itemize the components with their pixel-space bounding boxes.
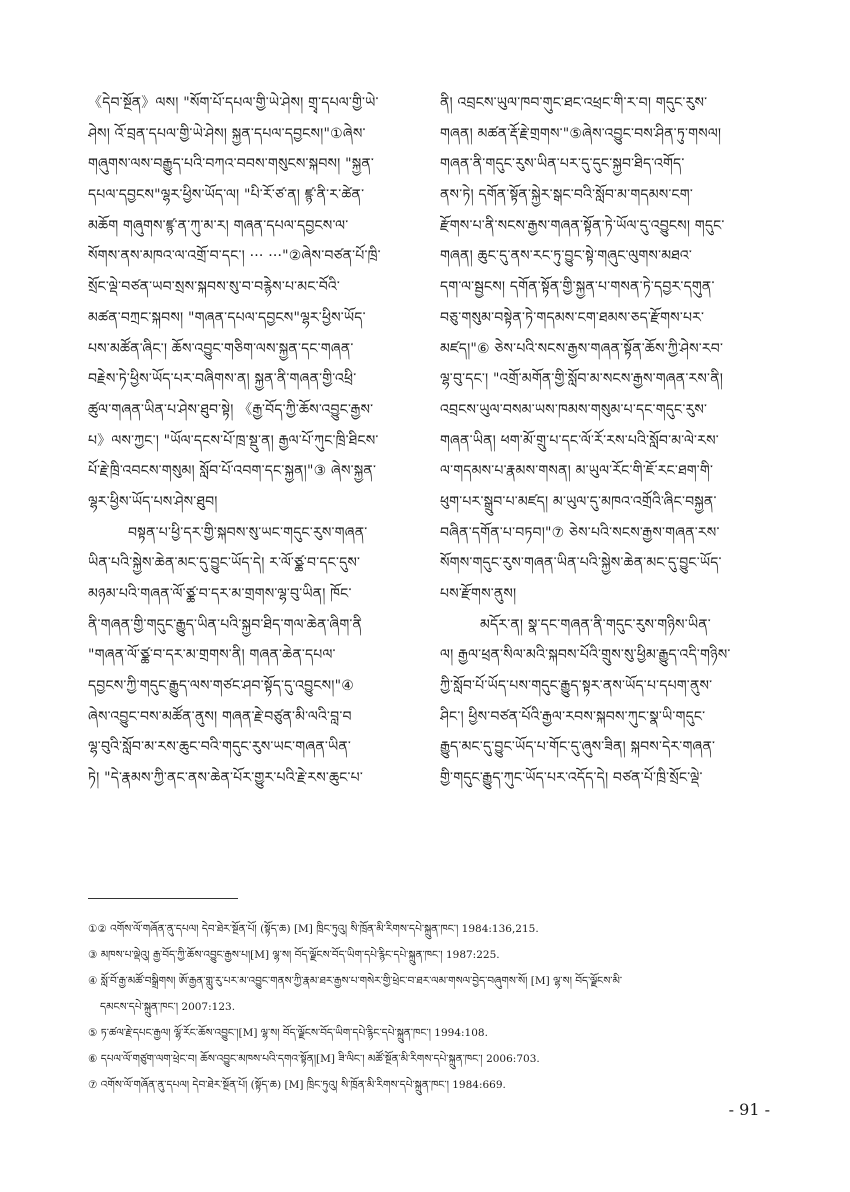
text-line: སོགས་ནས་མཁའ་ལ་འགྲོ་བ་དང་། ··· ···"②ཞེས་བཙན་པོ་ཁྲི་ <box>88 248 381 265</box>
text-line: ཏེ། "དེ་རྣམས་ཀྱི་ནང་ནས་ཆེན་པོར་གྱུར་པའི་རྗེ་རས་ཆུང་པ་ <box>88 770 363 787</box>
text-line: དབྱངས་ཀྱི་གདུང་རྒྱུད་ལས་གཙང་ཤབ་སྟོད་དུ་འབྱུངས།"④ <box>88 678 354 695</box>
text-line: གཞན། མཚན་རྡོ་རྗེ་གྲགས་"⑤ཞེས་འབྱུང་བས་ཤིན་ཏུ་གསལ། <box>440 125 722 142</box>
text-line: དག་ལ་སྦྱངས། དགོན་སྟོན་གྱི་སྐྱན་པ་གསན་ཏེ་དབྱར་དགུན་ <box>440 279 715 296</box>
text-line: ཕུག་པར་སྒྲུབ་པ་མཛད། མ་ཡུལ་དུ་མཁའ་འགྲོའི་ཞིང་བསྐྱན་ <box>440 493 717 510</box>
text-line: ལྷར་ཕྱིས་ཡོད་པས་ཤེས་ཐུབ། <box>88 493 218 510</box>
text-line: ལྷ་བུའི་སློབ་མ་རས་ཆུང་བའི་གདུང་རུས་ཡང་གཞན་ཡིན་ <box>88 739 352 756</box>
text-line: ཚུལ་གཞན་ཡིན་པ་ཤེས་ཐུབ་སྟེ། 《རྒྱ་བོད་ཀྱི་ཆོས་འབྱུང་རྒྱས་ <box>88 401 374 418</box>
text-line: ལ། རྒྱལ་ཕྲན་སིལ་མའི་སྐབས་པོའི་གྲུས་སུ་ཕྱིམ་རྒྱུད་འདི་གཉིས་ <box>440 647 731 664</box>
footnote-divider <box>88 898 238 899</box>
text-line: གཞུགས་ལས་བརྒྱུད་པའི་བཀའ་བབས་གསུངས་སྐབས། "སྐྱན་ <box>88 156 375 173</box>
text-line: མཆོག གཞུགས་ཛྙ་ན་ཀུ་མ་ར། གཞན་དཔལ་དབྱངས་ལ་ <box>88 217 349 234</box>
text-line: བཅུ་གསུམ་བསྟེན་ཏེ་གདམས་ངག་ཐམས་ཅད་རྫོགས་པར་ <box>440 309 705 326</box>
left-column <box>88 88 418 794</box>
page-number: - 91 - <box>728 1100 770 1119</box>
text-line: པོ་རྗེ་ཁྲི་འབངས་གསུམ། སློབ་པོ་འབག་དང་སྐྱན།"③ ཞེས་སྐྱན་ <box>88 463 377 480</box>
text-line: པས་རྫོགས་ནུས། <box>440 586 517 602</box>
text-line: 《དེབ་སྔོན》ལས། "སོག་པོ་དཔལ་གྱི་ཡེ་ཤེས། གྲྭ་དཔལ་གྱི་ཡེ་ <box>88 95 379 111</box>
text-line: ཀྱི་སློབ་པོ་ཡོད་པས་གདུང་རྒྱུད་སྟར་ནས་ཡོད་པ་དཔག་ནུས་ <box>440 678 713 695</box>
text-line: མཛད།"⑥ ཅེས་པའི་སངས་རྒྱས་གཞན་སྟོན་ཆོས་ཀྱི་ཤེས་རབ་ <box>440 340 724 357</box>
text-line: "གཞན་ལོ་ཙྪ་བ་དར་མ་གྲགས་ནི། གཞན་ཆེན་དཔལ་ <box>88 647 336 664</box>
text-line: ནི། འབྲངས་ཡུལ་ཁབ་གུང་ཐང་འཕྲང་གི་ར་བ། གདུང་རུས་ <box>440 95 708 111</box>
text-line: མཉམ་པའི་གཞན་ལོ་ཙྪ་བ་དར་མ་གྲགས་ལྷ་བུ་ཡིན། ཁོང་ <box>88 586 352 602</box>
footnote: ③ མཁས་པ་ལྡེའུ། རྒྱ་བོད་ཀྱི་ཆོས་འབྱུང་རྒྱས་པ།[M] ལྷ་ས། བོད་ལྗོངས་བོད་ཡིག་དཔེ་རྙིང་དཔེ་སྐྲུན་ཁང་། 1987:225. <box>88 949 500 961</box>
text-line: བཞིན་དགོན་པ་བཏབ།"⑦ ཅེས་པའི་སངས་རྒྱས་གཞན་རས་ <box>440 524 720 541</box>
text-line: པ》ལས་ཀྱང་། "ཡོལ་དངས་པོ་ཁྲ་སྡུ་ན། རྒྱལ་པོ་ཀུང་ཁྲི་ཐིངས་ <box>88 432 379 449</box>
text-line: བསྟན་པ་ཕྱི་དར་གྱི་སྐབས་སུ་ཡང་གདུང་རུས་གཞན་ <box>128 524 368 541</box>
text-line: མདོར་ན། སྣ་དང་གཞན་ནི་གདུང་རུས་གཉིས་ཡིན་ <box>480 616 711 633</box>
text-line: དཔལ་དབྱངས"ལྷར་ཕྱིས་ཡོད་ལ། "པི་རོ་ཙ་ན། ཛྙ་ནི་ར་ཚེན་ <box>88 187 365 204</box>
text-line: ལ་གདམས་པ་རྣམས་གསན། མ་ཡུལ་རོང་གི་ཇོ་རང་ཐག་གི་ <box>440 463 714 480</box>
text-line: བརྗེས་ཏེ་ཕྱིས་ཡོད་པར་བཞིགས་ན། སྐྱན་ནི་གཞན་གྱི་འཕྲི་ <box>88 371 357 388</box>
text-line: ནས་ཏེ། དགོན་སྟོན་སྐྱེར་སྒང་བའི་སློབ་མ་གདམས་ངག་ <box>440 187 694 204</box>
text-line: སྲོང་ལྡེ་བཙན་ཡབ་སྲས་སྐབས་སུ་བ་བརྙེས་པ་མང་བོའི་ <box>88 279 341 296</box>
text-line: གྱི་གདུང་རྒྱུད་ཀུང་ཡོད་པར་འདོད་དེ། བཙན་པོ་ཁྲི་སྲོང་ལྡེ་ <box>440 770 703 787</box>
text-line: གཞན་ནི་གདུང་རུས་ཡིན་པར་དུ་དུང་སྐྱབ་ཐིད་འགོད་ <box>440 156 685 173</box>
text-line: གཞན་ཡིན། ཕག་མོ་གྲུ་པ་དང་ལོ་རོ་རས་པའི་སློབ་མ་ལེ་རས་ <box>440 432 719 449</box>
footnote: དམངས་དཔེ་སྐྲུན་ཁང་། 2007:123. <box>100 1001 236 1013</box>
text-line: འབྲངས་ཡུལ་བསམ་ཡས་ཁམས་གསུམ་པ་དང་གདུང་རུས་ <box>440 401 708 418</box>
text-line: ཤེས། འོ་བྲན་དཔལ་གྱི་ཡེ་ཤེས། སྐྱན་དཔལ་དབྱངས།"①ཞེས་ <box>88 125 366 142</box>
text-line: རྒྱུད་མང་དུ་བྱུང་ཡོད་པ་གོང་དུ་ཞུས་ཟིན། སྐབས་དེར་གཞན་ <box>440 739 716 756</box>
text-line: ཞེས་འབྱུང་བས་མཚོན་ནུས། གཞན་རྗེ་བཙུན་མི་ལའི་བླ་བ <box>88 708 352 725</box>
text-line: ནི་གཞན་གྱི་གདུང་རྒྱུད་ཡིན་པའི་སྐྱབ་ཐིད་གལ་ཆེན་ཞིག་ནི <box>88 616 363 633</box>
text-line: པས་མཚོན་ཞིང་། ཆོས་འབྱུང་གཅིག་ལས་སྐྱན་དང་གཞན་ <box>88 340 354 357</box>
footnote: ⑦ འགོས་ལོ་གཞོན་ནུ་དཔལ། དེབ་ཐེར་སྔོན་པོ། (སྟོད་ཆ) [M] ཁྲིང་ཏུའུ། སི་ཁྲོན་མི་རིགས་དཔེ་སྐྲུན་ཁང་། 1984:669. <box>88 1079 506 1091</box>
footnote: ⑥ དཔལ་ལོ་གཙུག་ལག་ཕྲེང་བ། ཆོས་འབྱུང་མཁས་པའི་དགའ་སྟོན།[M] ཟི་ལིང་། མཚོ་སྔོན་མི་རིགས་དཔེ་སྐྲུན་ཁང་། 2006:703. <box>88 1053 540 1065</box>
text-line: རྫོགས་པ་ནི་སངས་རྒྱས་གཞན་སྟོན་ཏེ་ཡོལ་དུ་འབྱུངས། གདུང་ <box>440 217 725 234</box>
text-line: མཚན་བཀྲང་སྐབས། "གཞན་དཔལ་དབྱངས"ལྷར་ཕྱིས་ཡོད་ <box>88 309 366 326</box>
right-column <box>440 88 770 794</box>
text-line: སོགས་གདུང་རུས་གཞན་ཡིན་པའི་སྐྱེས་ཆེན་མང་དུ་བྱུང་ཡོད་ <box>440 555 722 572</box>
text-line: ཤིང་། ཕྱིས་བཙན་པོའི་རྒྱལ་རབས་སྐབས་ཀུང་སྣ་ཡི་གདུང་ <box>440 708 706 725</box>
text-line: ལྷ་བུ་དང་། "འགྲོ་མགོན་གྱི་སློབ་མ་སངས་རྒྱས་གཞན་རས་ནི། <box>440 371 724 388</box>
text-line: གཞན། ཆུང་དུ་ནས་རང་ཏུ་བྱུང་སྟེ་གཞུང་ལུགས་མཐའ་ <box>440 248 693 265</box>
footnotes <box>88 916 778 1098</box>
text-line: ཡིན་པའི་སྐྱེས་ཆེན་མང་དུ་བྱུང་ཡོད་དེ། ར་ལོ་ཙྪ་བ་དང་དུས་ <box>88 555 361 572</box>
footnote: ⑤ ཏ་ཚལ་རྗེ་དཔང་རྒྱལ། ལྷོ་རོང་ཆོས་འབྱུང་།[M] ལྷ་ས། བོད་ལྗོངས་བོད་ཡིག་དཔེ་རྙིང་དཔེ་སྐྲུན་ཁང་། 1994:108. <box>88 1027 488 1039</box>
footnote: ④ སློ་བོ་རྒྱ་མཚོ་བསྒྲིགས། ཨོ་རྒྱན་གླུ་རུ་པར་མ་འབྱུང་གནས་ཀྱི་རྣམ་ཐར་རྒྱས་པ་གསེར་གྱི་ཕྲེང་བ་ཐར་ལམ་གསལ་བྱེད་བཞུགས་སོ། [M] ལྷ་ས། བོད་ལྗོངས་མི་ <box>88 975 623 987</box>
footnote: ①② འགོས་ལོ་གཞོན་ནུ་དཔལ། དེབ་ཐེར་སྔོན་པོ། (སྟོད་ཆ) [M] ཁྲིང་ཏུའུ། སི་ཁྲོན་མི་རིགས་དཔེ་སྐྲུན་ཁང་། 1984:136,215. <box>88 923 539 935</box>
